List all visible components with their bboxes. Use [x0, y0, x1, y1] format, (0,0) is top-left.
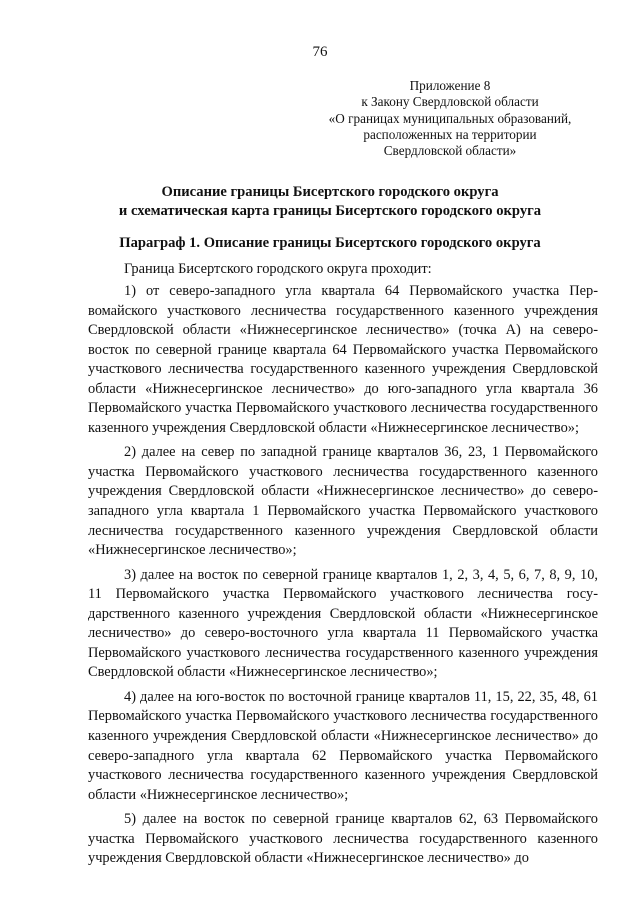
body-text	[88, 257, 598, 874]
boundary-paragraph-1: 1) от северо-западного угла квартала 64 Первомайского участка Первомайского участкового лесничества государственного казенного учреждения Свердловской области «Нижнесергинское лесничество» (точка А) на северо-восток по северной границе квартала 64 Первомайского участка Первомайского участкового лесничества государственного казенного учреждения Свердловской области «Нижнесергинское лесничество» до юго-западного угла квартала 36 Первомайского участка Первомайского участкового лесничества государственного казенного учреждения Свердловской области «Нижнесергинское лесничество»;	[88, 283, 598, 436]
title-line-1: Описание границы Бисертского городского округа	[161, 184, 499, 200]
appendix-header	[300, 78, 600, 159]
section-heading: Параграф 1. Описание границы Бисертского городского округа	[119, 235, 541, 251]
boundary-paragraph-5: 5) далее на восток по северной границе кварталов 62, 63 Первомайского участка Первомайского участкового лесничества государственного казенного учреждения Свердловской области «Нижнесергинское лесничество» до	[88, 811, 598, 867]
appendix-line: к Закону Свердловской области	[361, 94, 539, 110]
boundary-paragraph-4: 4) далее на юго-восток по восточной границе кварталов 11, 15, 22, 35, 48, 61 Первомайского участка Первомайского участкового лесничества государственного казенного учреждения Свердловской области «Нижнесергинское лесничество» до северо-западного угла квартала 62 Первомайского участка Первомайского участкового лесничества государственного казенного учреждения Свердловской области «Нижнесергинское лесничество»;	[88, 688, 598, 803]
appendix-line: Приложение 8	[409, 78, 491, 93]
document-title	[60, 183, 600, 221]
boundary-paragraph-3: 3) далее на восток по северной границе кварталов 1, 2, 3, 4, 5, 6, 7, 8, 9, 10, 11 Первомайского участка Первомайского участкового лесничества государственного казенного учреждения Свердловской области «Нижнесергинское лесничество» до северо-восточного угла квартала 11 Первомайского участка Первомайского участкового лесничества государственного казенного учреждения Свердловской области «Нижнесергинское лесничество»;	[88, 566, 598, 681]
appendix-line: расположенных на территории	[363, 126, 537, 142]
boundary-paragraph-2: 2) далее на север по западной границе кварталов 36, 23, 1 Первомайского участка Первомайского участкового лесничества государственного казенного учреждения Свердловской области «Нижнесергинское лесничество» до северо-западного угла квартала 1 Первомайского участка Первомайского участкового лесничества государственного казенного учреждения Свердловской области «Нижнесергинское лесничество»;	[88, 444, 598, 559]
appendix-line: Свердловской области»	[383, 143, 517, 159]
intro-paragraph: Граница Бисертского городского округа проходит:	[124, 261, 432, 277]
title-line-2: и схематическая карта границы Бисертского городского округа	[118, 203, 542, 219]
page-number: 76	[312, 44, 328, 60]
appendix-line: «О границах муниципальных образований,	[328, 110, 572, 126]
